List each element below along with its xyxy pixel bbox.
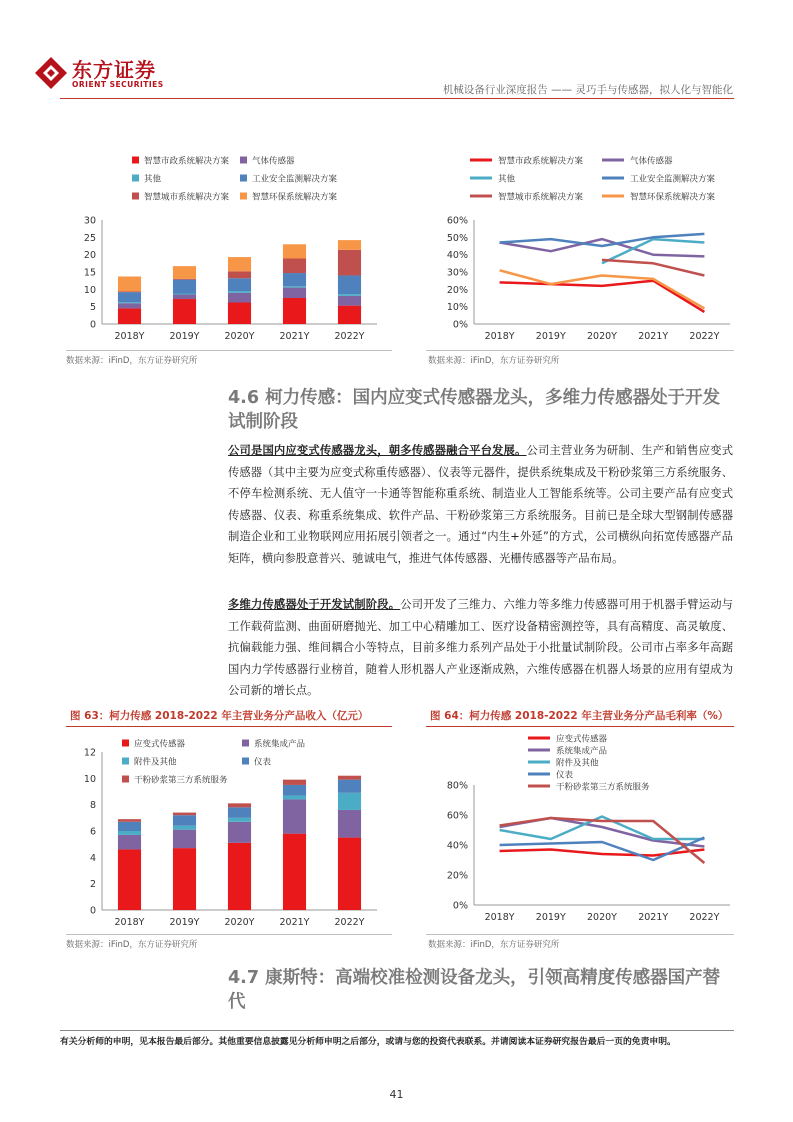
legend-swatch [122,776,129,783]
figure-64-caption: 图 64：柯力传感 2018-2022 年主营业务分产品毛利率（%） [430,710,729,722]
y-tick-label: 10 [83,284,96,296]
chart-top-left [66,150,396,350]
x-tick-label: 2021Y [279,331,310,342]
footer-divider [60,1030,734,1031]
legend-swatch [240,193,247,200]
source-note: 数据来源：iFinD，东方证券研究所 [66,356,198,366]
source-note: 数据来源：iFinD，东方证券研究所 [428,356,560,366]
legend-label: 应变式传感器 [556,734,608,745]
legend-label: 气体传感器 [630,156,673,167]
series-line [500,818,705,863]
bar-segment [228,271,251,278]
bar-segment [118,303,141,308]
bar-segment [228,293,251,303]
chart-divider [426,350,734,351]
legend-label: 智慧城市系统解决方案 [498,192,584,203]
chart-divider [66,934,392,935]
bar-segment [118,835,141,849]
x-tick-label: 2018Y [484,912,515,923]
report-title: 机械设备行业深度报告 —— 灵巧手与传感器，拟人化与智能化 [442,84,733,96]
legend-label: 气体传感器 [252,156,295,167]
x-tick-label: 2019Y [169,331,200,342]
legend-swatch [132,175,139,182]
bar-segment [283,795,306,799]
chart-top-right-svg [420,150,740,350]
chart-divider [426,934,734,935]
bar-segment [283,785,306,796]
bar-segment [228,278,251,291]
disclaimer-text: 有关分析师的申明，见本报告最后部分。其他重要信息披露见分析师申明之后部分，或请与您的投资代表联系。并请阅读本证券研究报告最后一页的免责申明。 [60,1037,676,1047]
bar-segment [338,240,361,250]
legend-label: 智慧市政系统解决方案 [498,156,584,167]
figure-63-caption: 图 63：柯力传感 2018-2022 年主营业务分产品收入（亿元） [70,710,369,722]
bar-segment [338,294,361,296]
bar-segment [228,303,251,324]
legend-label: 系统集成产品 [254,739,306,750]
bar-segment [283,258,306,273]
x-tick-label: 2022Y [334,917,365,928]
x-tick-label: 2019Y [535,331,566,342]
bar-segment [173,279,196,280]
paragraph-multi-axis-sensor [228,594,733,702]
bar-segment [118,277,141,292]
series-line [500,838,705,861]
logo-icon [34,56,68,90]
bar-segment [283,780,306,785]
bar-segment [338,780,361,793]
legend-swatch [242,758,249,765]
series-line [500,281,705,312]
x-tick-label: 2020Y [587,912,617,923]
bar-segment [118,291,141,292]
bar-segment [118,308,141,324]
chart-bottom-right-svg [420,730,740,932]
bar-segment [338,793,361,810]
chart-top-left-svg [66,150,396,350]
x-tick-label: 2018Y [484,331,515,342]
bar-segment [338,776,361,780]
source-note: 数据来源：iFinD，东方证券研究所 [428,940,560,950]
bar-segment [228,843,251,910]
bar-segment [283,298,306,324]
bar-segment [338,296,361,306]
source-note: 数据来源：iFinD，东方证券研究所 [66,940,198,950]
y-tick-label: 15 [83,267,96,279]
bar-segment [173,299,196,324]
legend-swatch [242,740,249,747]
y-tick-label: 0 [89,319,96,331]
y-tick-label: 4 [89,852,96,864]
legend-label: 智慧环保系统解决方案 [630,192,716,203]
chart-bottom-right [420,730,740,932]
y-tick-label: 40% [446,840,468,852]
bar-segment [228,291,251,293]
page-number: 41 [389,1088,404,1101]
legend-swatch [132,157,139,164]
legend-label: 附件及其他 [134,757,177,768]
caption-divider [66,726,392,727]
x-tick-label: 2022Y [334,331,365,342]
y-tick-label: 0% [452,900,468,912]
chart-top-right [420,150,740,350]
paragraph-lead: 多维力传感器处于开发试制阶段。 [228,598,401,611]
y-tick-label: 10% [446,302,468,314]
bar-segment [338,250,361,276]
bar-segment [118,831,141,835]
bar-segment [173,280,196,294]
bar-segment [338,306,361,324]
chart-divider [66,350,392,351]
x-tick-label: 2019Y [535,912,566,923]
bar-segment [338,810,361,838]
bar-segment [283,288,306,298]
legend-label: 干粉砂浆第三方系统服务 [134,775,228,786]
y-tick-label: 12 [83,747,96,759]
logo-text-en: ORIENT SECURITIES [72,80,164,89]
x-tick-label: 2022Y [689,912,720,923]
legend-label: 工业安全监测解决方案 [252,174,338,185]
y-tick-label: 10 [83,773,96,785]
y-tick-label: 25 [83,232,96,244]
y-tick-label: 8 [89,800,96,812]
bar-segment [173,813,196,816]
y-tick-label: 30 [83,215,96,227]
legend-label: 智慧市政系统解决方案 [144,156,230,167]
y-tick-label: 40% [446,250,468,262]
caption-divider [426,726,734,727]
bar-segment [283,273,306,286]
legend-label: 干粉砂浆第三方系统服务 [556,782,650,793]
bar-segment [338,838,361,910]
legend-label: 智慧城市系统解决方案 [144,192,230,203]
legend-label: 仪表 [556,770,574,781]
series-line [602,260,704,276]
x-tick-label: 2020Y [224,917,255,928]
section-title-4-6: 4.6 柯力传感：国内应变式传感器龙头，多维力传感器处于开发试制阶段 [228,388,721,432]
bar-segment [173,815,196,826]
x-tick-label: 2022Y [689,331,720,342]
paragraph-company-overview [228,440,733,569]
bar-segment [228,807,251,818]
bar-segment [173,848,196,910]
y-tick-label: 20% [446,284,468,296]
legend-swatch [122,740,129,747]
legend-label: 智慧环保系统解决方案 [252,192,338,203]
bar-segment [283,799,306,833]
bar-segment [118,302,141,303]
legend-label: 其他 [498,174,516,185]
paragraph-body: 公司开发了三维力、六维力等多维力传感器可用于机器手臂运动与工作载荷监测、曲面研磨抛光、加工中心精雕加工、医疗设备精密测控等，具有高精度、高灵敏度、抗偏载能力强、维间耦合小等特点，目前多维力系列产品处于小批量试制阶段。公司市占率多年高踞国内力学传感器行业榜首，随着人形机器人产业逐渐成熟，六维传感器在机器人场景的应用有望成为公司新的增长点。 [228,598,733,697]
paragraph-lead: 公司是国内应变式传感器龙头，朝多传感器融合平台发展。 [228,444,527,457]
y-tick-label: 5 [89,302,96,314]
series-line [500,270,705,308]
x-tick-label: 2018Y [114,331,145,342]
x-tick-label: 2021Y [638,912,669,923]
bar-segment [283,834,306,910]
legend-swatch [240,157,247,164]
y-tick-label: 60% [446,810,468,822]
chart-bottom-left-svg [66,730,396,932]
x-tick-label: 2021Y [279,917,310,928]
bar-segment [118,819,141,822]
bar-segment [118,822,141,831]
section-title-4-7: 4.7 康斯特：高端校准检测设备龙头，引领高精度传感器国产替代 [228,968,721,1012]
y-tick-label: 30% [446,267,468,279]
paragraph-body: 公司主营业务为研制、生产和销售应变式传感器（其中主要为应变式称重传感器）、仪表等元器件，提供系统集成及干粉砂浆第三方系统服务、不停车检测系统、无人值守一卡通等智能称重系统、制造业人工智能系统等。公司主要产品有应变式传感器、仪表、称重系统集成、软件产品、干粉砂浆第三方系统服务。目前已是全球大型钢制传感器制造企业和工业物联网应用拓展引领者之一。通过“内生+外延”的方式，公司横纵向拓宽传感器产品矩阵，横向参股意普兴、驰诚电气，推进气体传感器、光栅传感器等产品布局。 [228,444,733,565]
bar-segment [228,257,251,271]
bar-segment [228,822,251,843]
bar-segment [118,849,141,910]
bar-segment [118,292,141,302]
x-tick-label: 2021Y [638,331,669,342]
y-tick-label: 50% [446,232,468,244]
bar-segment [228,803,251,807]
legend-label: 附件及其他 [556,758,599,769]
legend-swatch [122,758,129,765]
legend-label: 其他 [144,174,162,185]
y-tick-label: 6 [89,826,96,838]
legend-label: 仪表 [254,757,272,768]
y-tick-label: 60% [446,215,468,227]
legend-swatch [240,175,247,182]
y-tick-label: 20 [83,250,96,262]
y-tick-label: 0 [89,905,96,917]
x-tick-label: 2018Y [114,917,145,928]
bar-segment [173,830,196,848]
logo-text-cn: 东方证券 [72,58,156,82]
legend-label: 系统集成产品 [556,746,608,757]
page-header [0,0,793,100]
bar-segment [173,826,196,830]
bar-segment [173,266,196,279]
x-tick-label: 2020Y [587,331,617,342]
x-tick-label: 2020Y [224,331,255,342]
bar-segment [173,295,196,300]
bar-segment [283,244,306,258]
chart-bottom-left [66,730,396,932]
bar-segment [283,286,306,287]
bar-segment [173,293,196,294]
x-tick-label: 2019Y [169,917,200,928]
y-tick-label: 80% [446,780,468,792]
legend-label: 工业安全监测解决方案 [630,174,716,185]
y-tick-label: 0% [452,319,468,331]
bar-segment [228,818,251,822]
y-tick-label: 20% [446,870,468,882]
y-tick-label: 2 [89,879,96,891]
header-divider [60,98,734,99]
legend-swatch [132,193,139,200]
legend-label: 应变式传感器 [134,739,186,750]
bar-segment [338,275,361,294]
